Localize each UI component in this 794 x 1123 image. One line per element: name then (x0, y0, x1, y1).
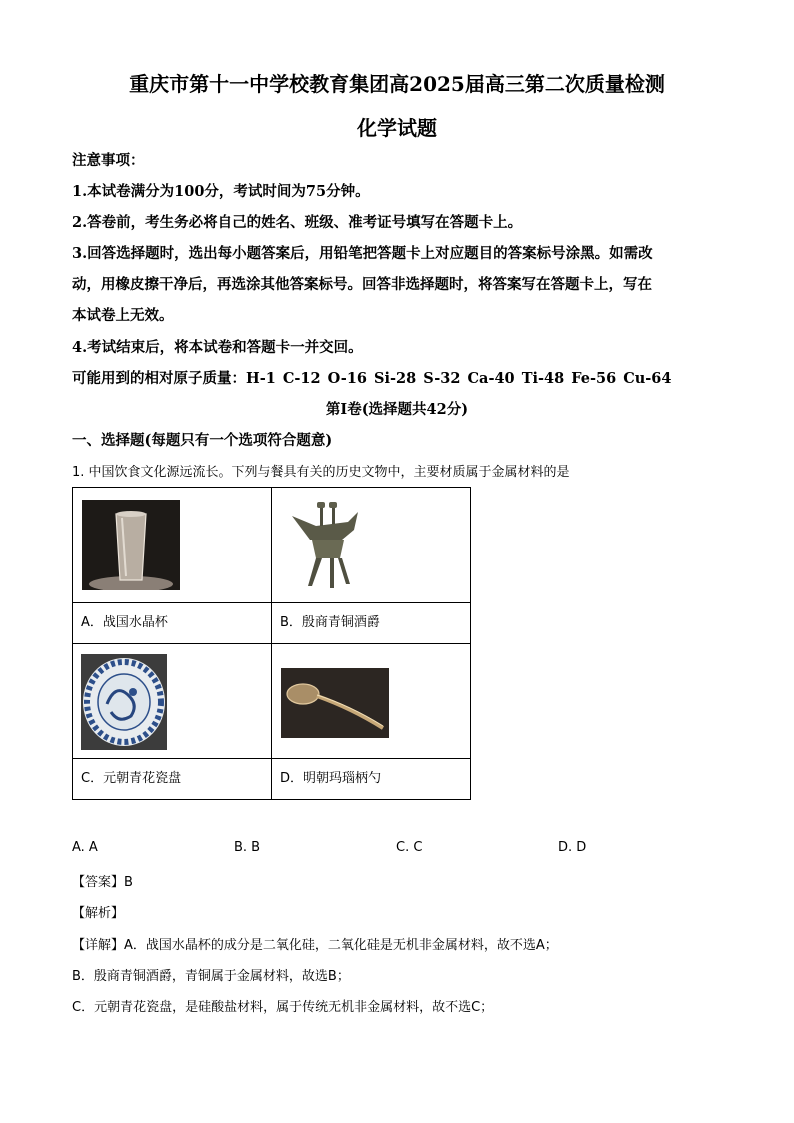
bronze-jue-photo (286, 500, 366, 590)
notes-heading: 注意事项： (72, 152, 145, 169)
volume-heading: 第Ⅰ卷(选择题共42分) (325, 401, 469, 418)
item-d-image-cell (272, 644, 471, 759)
item-b-image-cell (272, 488, 471, 603)
option-b: B. B (234, 840, 261, 855)
option-a: A. A (72, 840, 98, 855)
item-c-label: C．元朝青花瓷盘 (73, 759, 272, 800)
item-b-label: B．殷商青铜酒爵 (272, 603, 471, 644)
option-d: D. D (558, 840, 587, 855)
exam-subject: 化学试题 (357, 116, 437, 140)
option-c: C. C (396, 840, 423, 855)
part-heading: 一、选择题(每题只有一个选项符合题意) (72, 432, 333, 449)
note-item-3-line-3: 本试卷上无效。 (72, 307, 174, 324)
porcelain-plate-photo (81, 654, 167, 750)
note-item-3-line-2: 动，用橡皮擦干净后，再选涂其他答案标号。回答非选择题时，将答案写在答题卡上，写在 (72, 276, 652, 293)
note-item-3-line-1: 3.回答选择题时，选出每小题答案后，用铅笔把答题卡上对应题目的答案标号涂黑。如需改 (72, 245, 653, 262)
note-item-1: 1.本试卷满分为100分，考试时间为75分钟。 (72, 183, 370, 200)
item-d-label: D．明朝玛瑙柄勺 (272, 759, 471, 800)
agate-spoon-photo (281, 668, 389, 738)
item-a-image-cell (73, 488, 272, 603)
note-item-4: 4.考试结束后，将本试卷和答题卡一并交回。 (72, 339, 363, 356)
detail-line-3: C．元朝青花瓷盘，是硅酸盐材料，属于传统无机非金属材料，故不选C； (72, 1000, 494, 1015)
item-c-image-cell (73, 644, 272, 759)
crystal-cup-photo (82, 500, 180, 590)
atomic-masses: 可能用到的相对原子质量：H-1 C-12 O-16 Si-28 S-32 Ca-40 Ti-48 Fe-56 Cu-64 (72, 370, 672, 387)
analysis-heading: 【解析】 (72, 906, 125, 921)
detail-line-2: B．殷商青铜酒爵，青铜属于金属材料，故选B； (72, 969, 350, 984)
artifact-table (72, 487, 471, 800)
answer-line: 【答案】B (72, 875, 133, 890)
note-item-2: 2.答卷前，考生务必将自己的姓名、班级、准考证号填写在答题卡上。 (72, 214, 523, 231)
item-a-label: A．战国水晶杯 (73, 603, 272, 644)
question-1-stem: 1. 中国饮食文化源远流长。下列与餐具有关的历史文物中，主要材质属于金属材料的是 (72, 465, 570, 480)
detail-line-1: 【详解】A．战国水晶杯的成分是二氧化硅，二氧化硅是无机非金属材料，故不选A； (72, 938, 558, 953)
exam-title: 重庆市第十一中学校教育集团高2025届高三第二次质量检测 (129, 72, 665, 96)
